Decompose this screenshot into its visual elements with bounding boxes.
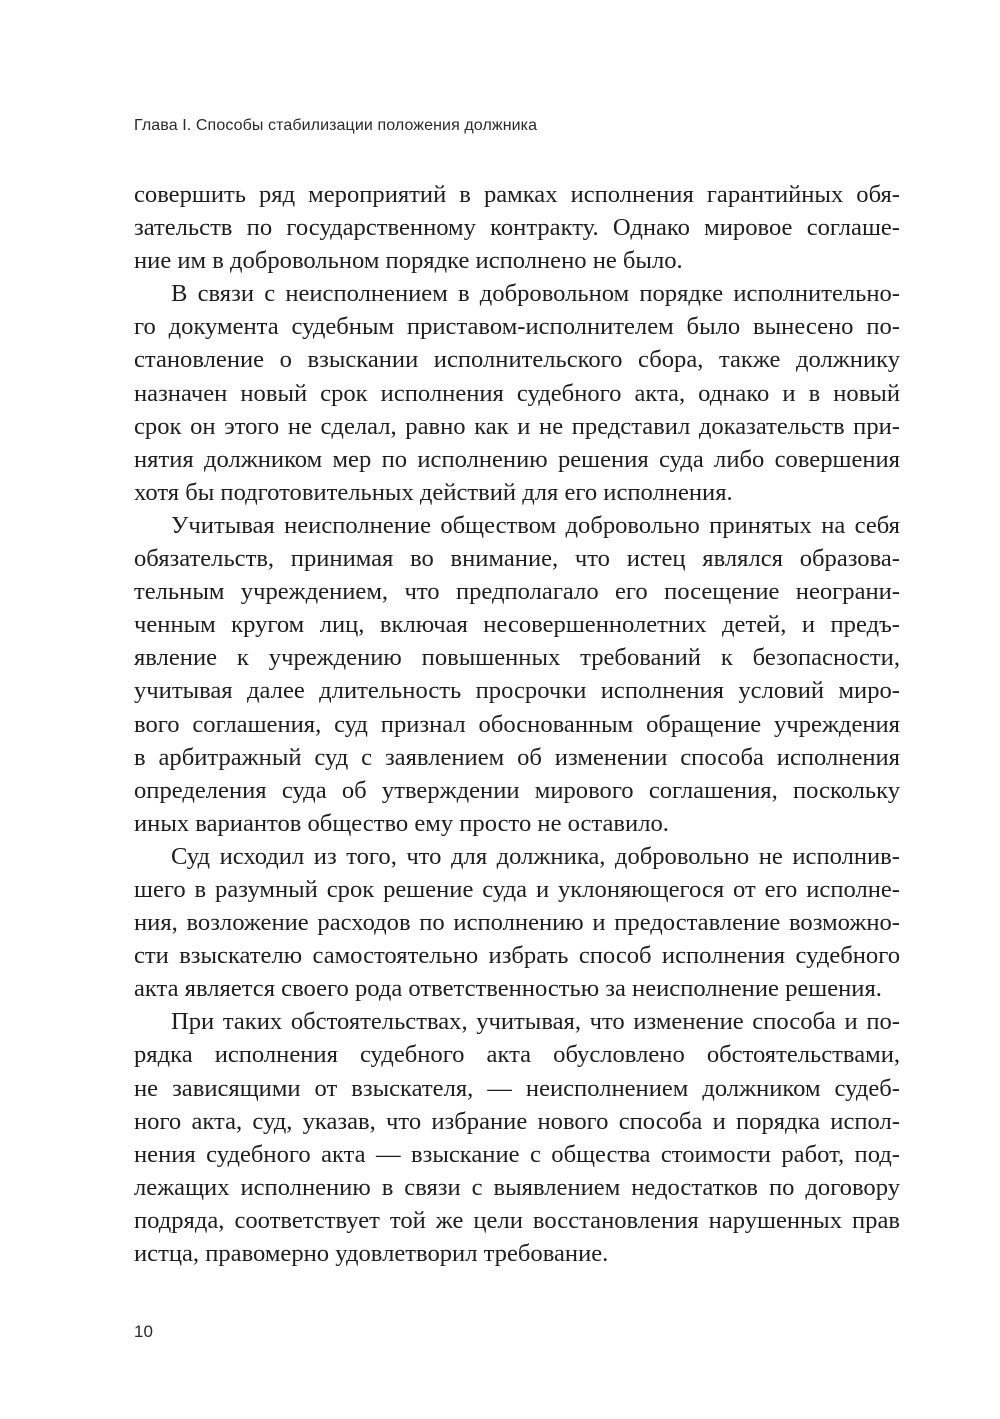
body-text	[134, 178, 900, 1270]
text-line: сти взыскателю самостоятельно избрать способ исполнения судебного	[134, 942, 900, 970]
text-line: ния, возложение расходов по исполнению и предоставление возможно-	[134, 909, 900, 937]
text-line: не зависящими от взыскателя, — неисполнением должником судеб-	[134, 1074, 900, 1102]
text-line: в арбитражный суд с заявлением об изменении способа исполнения	[134, 743, 900, 771]
text-line: зательств по государственному контракту. Однако мировое соглаше-	[134, 214, 900, 242]
paragraph-3	[134, 509, 900, 840]
text-line: тельным учреждением, что предполагало его посещение неограни-	[134, 578, 900, 606]
text-line: ние им в добровольном порядке исполнено не было.	[134, 247, 683, 275]
text-line: В связи с неисполнением в добровольном порядке исполнительно-	[171, 280, 900, 308]
text-line: становление о взыскании исполнительского сбора, также должнику	[134, 346, 900, 374]
text-line: срок он этого не сделал, равно как и не представил доказательств при-	[134, 412, 900, 440]
text-line: Учитывая неисполнение обществом добровольно принятых на себя	[171, 511, 900, 539]
text-line: ченным кругом лиц, включая несовершеннолетних детей, и предъ-	[134, 611, 900, 639]
paragraph-5	[134, 1005, 900, 1270]
text-line: ного акта, суд, указав, что избрание нового способа и порядка испол-	[134, 1107, 900, 1135]
paragraph-1	[134, 178, 900, 277]
text-line: лежащих исполнению в связи с выявлением недостатков по договору	[134, 1173, 900, 1201]
text-line: нятия должником мер по исполнению решения суда либо совершения	[134, 445, 900, 473]
text-line: назначен новый срок исполнения судебного акта, однако и в новый	[134, 379, 900, 407]
page-number: 10	[134, 1322, 153, 1341]
text-line: хотя бы подготовительных действий для его исполнения.	[134, 478, 733, 506]
text-line: Суд исходил из того, что для должника, добровольно не исполнив-	[171, 842, 900, 870]
text-line: го документа судебным приставом-исполнителем было вынесено по-	[134, 313, 900, 341]
text-line: явление к учреждению повышенных требований к безопасности,	[134, 644, 900, 672]
text-line: вого соглашения, суд признал обоснованным обращение учреждения	[134, 710, 900, 738]
text-line: рядка исполнения судебного акта обусловлено обстоятельствами,	[134, 1041, 900, 1069]
text-line: истца, правомерно удовлетворил требование.	[134, 1240, 609, 1267]
text-line: При таких обстоятельствах, учитывая, что изменение способа и по-	[171, 1008, 900, 1036]
paragraph-2	[134, 277, 900, 509]
text-line: совершить ряд мероприятий в рамках исполнения гарантийных обя-	[134, 181, 900, 208]
text-line: иных вариантов общество ему просто не оставило.	[134, 809, 669, 837]
paragraph-4	[134, 840, 900, 1005]
text-line: нения судебного акта — взыскание с общества стоимости работ, под-	[134, 1140, 900, 1168]
text-line: обязательств, принимая во внимание, что истец являлся образова-	[134, 545, 900, 573]
text-line: учитывая далее длительность просрочки исполнения условий миро-	[134, 677, 900, 705]
text-line: акта является своего рода ответственностью за неисполнение решения.	[134, 975, 882, 1003]
text-line: определения суда об утверждении мирового соглашения, поскольку	[134, 776, 900, 804]
text-line: подряда, соответствует той же цели восстановления нарушенных прав	[134, 1206, 900, 1234]
text-line: шего в разумный срок решение суда и уклоняющегося от его исполне-	[134, 875, 900, 903]
running-head: Глава I. Способы стабилизации положения должника	[134, 117, 538, 134]
